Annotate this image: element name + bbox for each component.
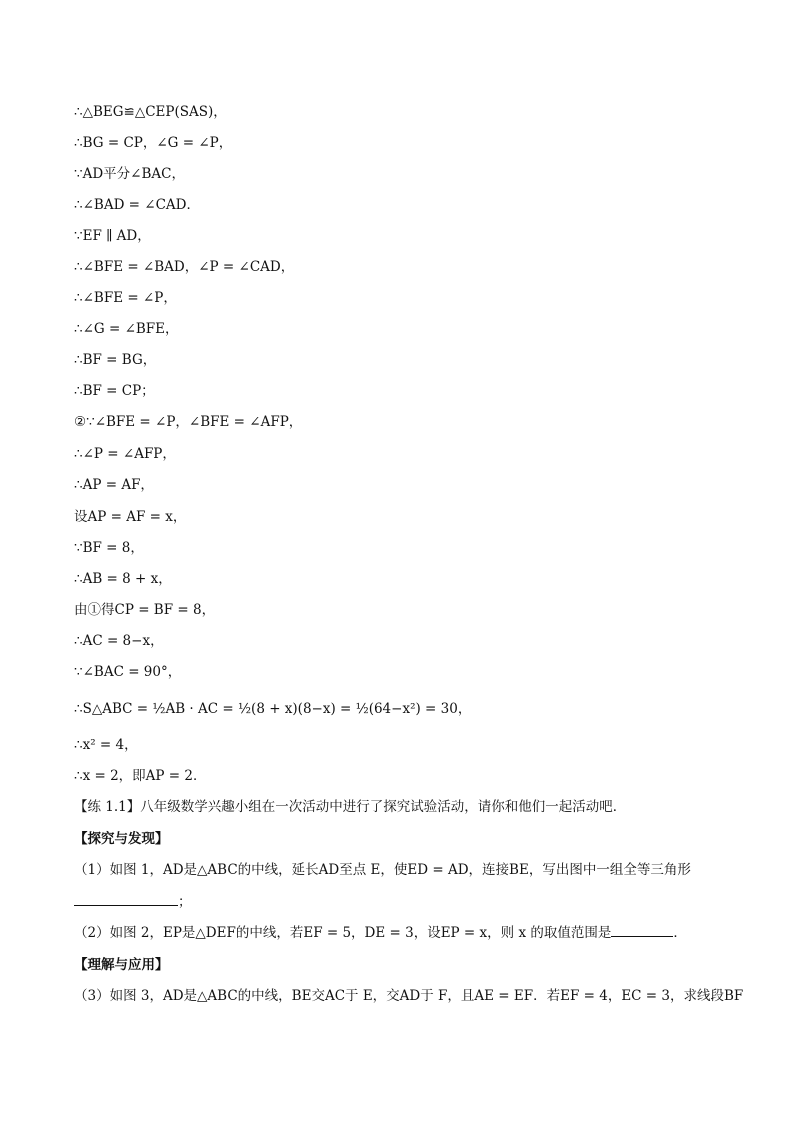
solution-line: ∴x = 2，即AP = 2．	[74, 768, 207, 784]
solution-line: ∴AC = 8−x，	[74, 633, 164, 649]
question-1-answer-line	[74, 891, 192, 913]
answer-blank[interactable]	[611, 922, 673, 937]
solution-line: ∴△BEG≌△CEP(SAS)，	[74, 104, 227, 120]
solution-line: ∵∠BAC = 90°，	[74, 664, 182, 680]
solution-line: 由①得CP = BF = 8，	[74, 602, 216, 618]
question-3: （3）如图 3，AD是△ABC的中线，BE交AC于 E，交AD于 F，且AE = EF．若EF = 4，EC = 3，求线段BF	[74, 988, 744, 1004]
question-2: （2）如图 2，EP是△DEF的中线，若EF = 5，DE = 3，设EP = x，则 x 的取值范围是	[74, 925, 612, 941]
solution-line: ∴∠P = ∠AFP，	[74, 446, 176, 462]
answer-blank[interactable]	[74, 891, 178, 906]
solution-line: ∵BF = 8，	[74, 540, 144, 556]
solution-line: ∴AP = AF，	[74, 477, 154, 493]
solution-line: ∴x² = 4，	[74, 737, 138, 753]
solution-line: ∴∠G = ∠BFE，	[74, 321, 179, 337]
solution-line: ∴∠BAD = ∠CAD．	[74, 197, 201, 213]
solution-line: ②∵∠BFE = ∠P，∠BFE = ∠AFP，	[74, 414, 303, 430]
question-1: （1）如图 1，AD是△ABC的中线，延长AD至点 E，使ED = AD，连接BE，写出图中一组全等三角形	[74, 862, 691, 878]
section-heading: 【理解与应用】	[74, 957, 169, 973]
solution-line: ∵EF ∥ AD，	[74, 228, 151, 244]
solution-line: ∴AB = 8 + x，	[74, 571, 172, 587]
solution-line: ∴∠BFE = ∠BAD，∠P = ∠CAD，	[74, 259, 295, 275]
solution-line: 设AP = AF = x，	[74, 509, 187, 525]
solution-line: ∴∠BFE = ∠P，	[74, 290, 177, 306]
solution-line: ∴BG = CP，∠G = ∠P，	[74, 135, 233, 151]
question-2-line	[74, 922, 687, 944]
question-2-end: ．	[673, 925, 687, 941]
solution-line: ∴BF = BG，	[74, 352, 157, 368]
exercise-intro: 【练 1.1】八年级数学兴趣小组在一次活动中进行了探究试验活动，请你和他们一起活动吧．	[74, 799, 627, 815]
question-1-end: ；	[178, 894, 192, 910]
solution-line: ∴S△ABC = ½AB · AC = ½(8 + x)(8−x) = ½(64−x²) = 30，	[74, 701, 472, 717]
solution-line: ∴BF = CP；	[74, 383, 155, 399]
solution-line: ∵AD平分∠BAC，	[74, 166, 185, 182]
section-heading: 【探究与发现】	[74, 831, 169, 847]
